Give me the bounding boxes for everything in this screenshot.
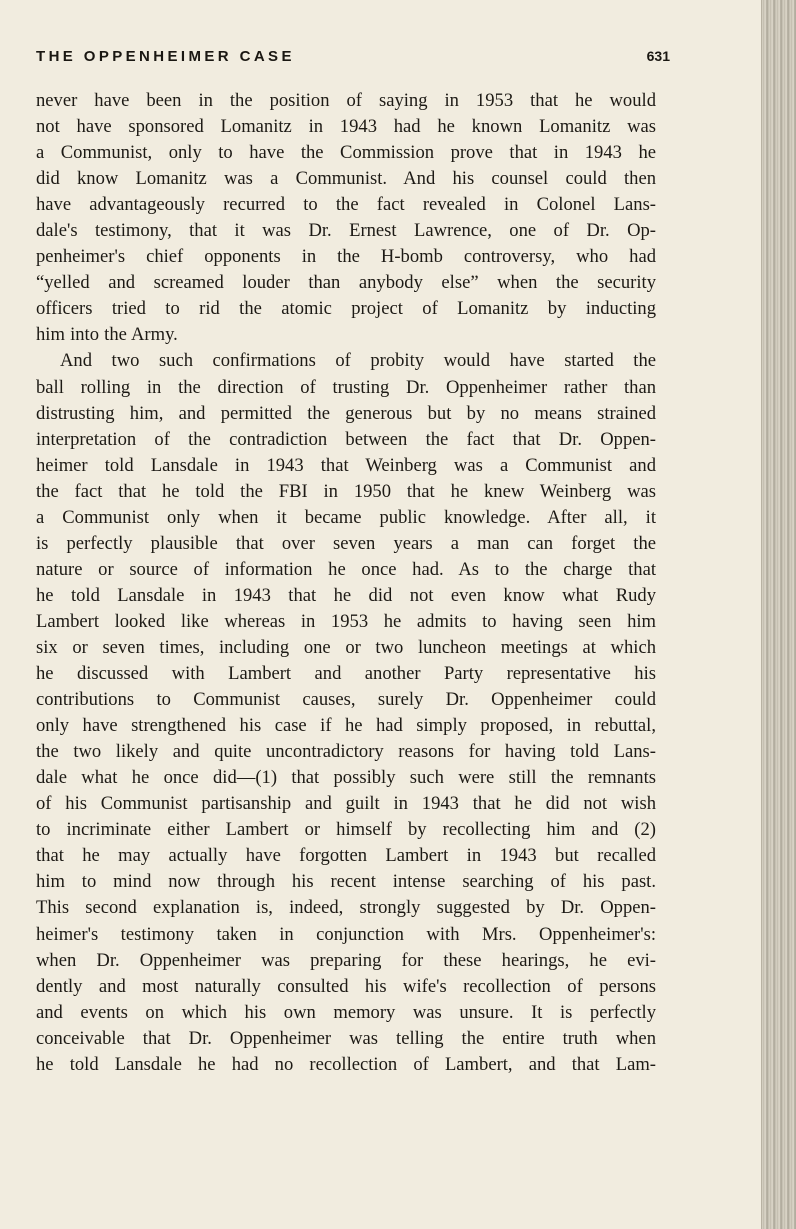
text-line: is perfectly plausible that over seven years a man can forget the bbox=[36, 532, 656, 554]
body-text bbox=[36, 88, 656, 1078]
text-line: him into the Army. bbox=[36, 324, 178, 346]
text-line: the two likely and quite uncontradictory reasons for having told Lans- bbox=[36, 741, 656, 763]
text-line: never have been in the position of saying in 1953 that he would bbox=[36, 90, 656, 111]
text-line: he told Lansdale in 1943 that he did not even know what Rudy bbox=[36, 584, 656, 606]
text-line: nature or source of information he once had. As to the charge that bbox=[36, 558, 656, 580]
text-line: when Dr. Oppenheimer was preparing for these hearings, he evi- bbox=[36, 949, 656, 971]
text-line: dale's testimony, that it was Dr. Ernest Lawrence, one of Dr. Op- bbox=[36, 220, 656, 242]
text-line: that he may actually have forgotten Lambert in 1943 but recalled bbox=[36, 845, 656, 867]
text-line: heimer told Lansdale in 1943 that Weinberg was a Communist and bbox=[36, 454, 656, 476]
page-number: 631 bbox=[646, 48, 670, 64]
text-line: Lambert looked like whereas in 1953 he admits to having seen him bbox=[36, 610, 656, 632]
text-line: interpretation of the contradiction between the fact that Dr. Oppen- bbox=[36, 428, 656, 450]
text-line: have advantageously recurred to the fact revealed in Colonel Lans- bbox=[36, 194, 656, 216]
text-line: dently and most naturally consulted his wife's recollection of persons bbox=[36, 975, 656, 997]
page-header bbox=[36, 48, 670, 72]
text-line: did know Lomanitz was a Communist. And his counsel could then bbox=[36, 168, 656, 190]
text-line: only have strengthened his case if he had simply proposed, in rebuttal, bbox=[36, 715, 656, 737]
text-line: he told Lansdale he had no recollection of Lambert, and that Lam- bbox=[36, 1053, 656, 1075]
text-line: and events on which his own memory was unsure. It is perfectly bbox=[36, 1001, 656, 1023]
text-line: a Communist, only to have the Commission prove that in 1943 he bbox=[36, 142, 656, 164]
text-line: conceivable that Dr. Oppenheimer was telling the entire truth when bbox=[36, 1027, 656, 1049]
text-line: not have sponsored Lomanitz in 1943 had he known Lomanitz was bbox=[36, 116, 656, 138]
text-line: he discussed with Lambert and another Party representative his bbox=[36, 663, 656, 685]
text-line: distrusting him, and permitted the generous but by no means strained bbox=[36, 402, 656, 424]
page-binding-edge bbox=[761, 0, 796, 1229]
text-line: “yelled and screamed louder than anybody else” when the security bbox=[36, 272, 656, 294]
text-line: This second explanation is, indeed, strongly suggested by Dr. Oppen- bbox=[36, 897, 656, 919]
text-line: dale what he once did—(1) that possibly such were still the remnants bbox=[36, 767, 656, 789]
text-line: him to mind now through his recent intense searching of his past. bbox=[36, 871, 656, 893]
text-line: heimer's testimony taken in conjunction with Mrs. Oppenheimer's: bbox=[36, 923, 656, 945]
text-line: contributions to Communist causes, surely Dr. Oppenheimer could bbox=[36, 689, 656, 711]
text-line: to incriminate either Lambert or himself by recollecting him and (2) bbox=[36, 819, 656, 841]
text-line: of his Communist partisanship and guilt in 1943 that he did not wish bbox=[36, 793, 656, 815]
running-head: THE OPPENHEIMER CASE bbox=[36, 48, 295, 65]
text-line: ball rolling in the direction of trusting Dr. Oppenheimer rather than bbox=[36, 376, 656, 398]
text-line: the fact that he told the FBI in 1950 that he knew Weinberg was bbox=[36, 480, 656, 502]
text-line: officers tried to rid the atomic project of Lomanitz by inducting bbox=[36, 298, 656, 320]
text-line: six or seven times, including one or two luncheon meetings at which bbox=[36, 636, 656, 658]
text-line: penheimer's chief opponents in the H-bomb controversy, who had bbox=[36, 246, 656, 268]
text-line: And two such confirmations of probity would have started the bbox=[60, 350, 656, 372]
text-line: a Communist only when it became public knowledge. After all, it bbox=[36, 506, 656, 528]
